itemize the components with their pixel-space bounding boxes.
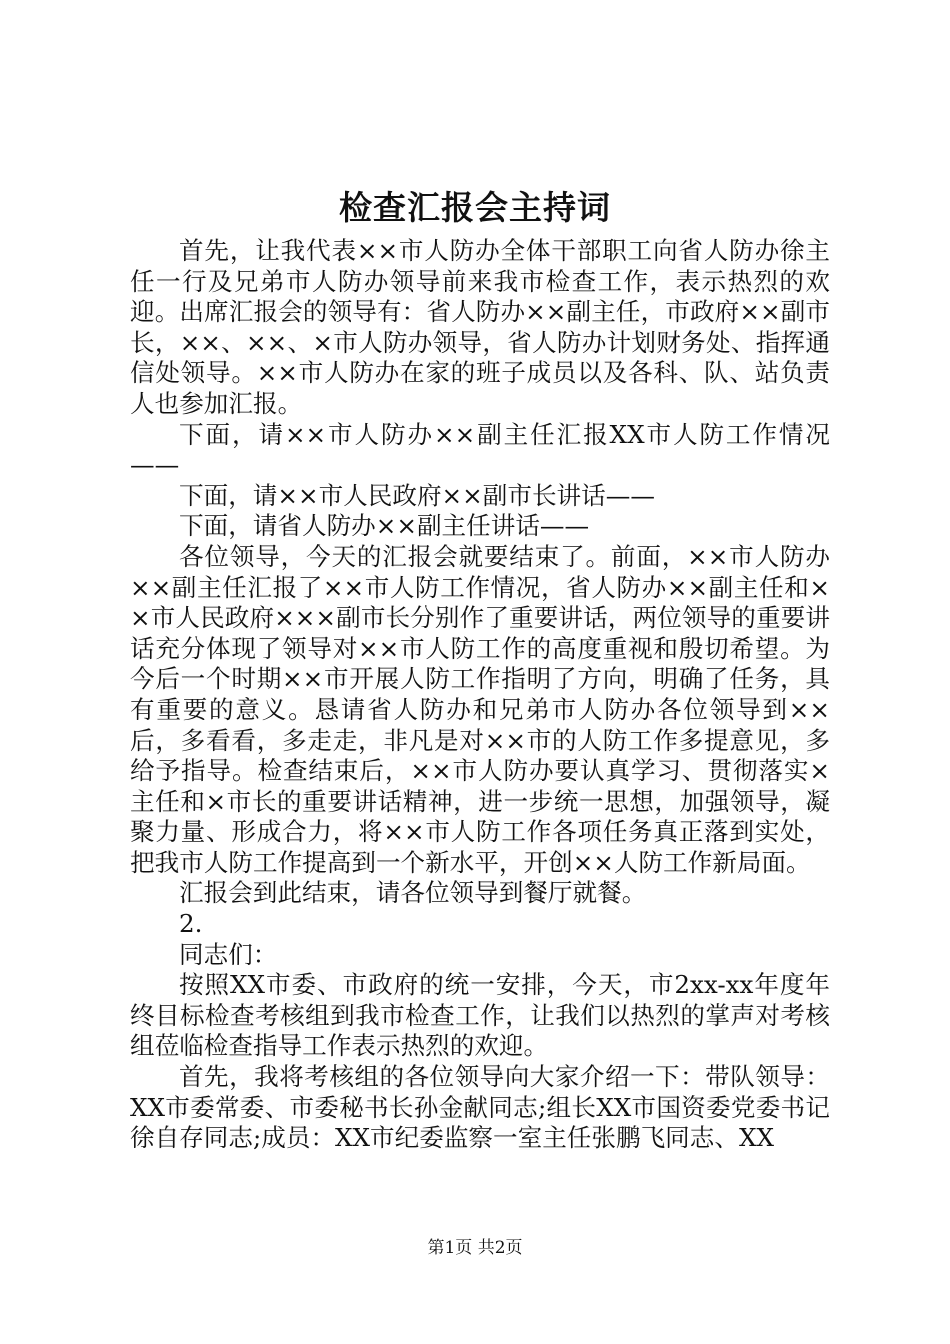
paragraph-inspection-intro: 按照XX市委、市政府的统一安排，今天，市2xx-xx年度年终目标检查考核组到我市检查工作，让我们以热烈的掌声对考核组莅临检查指导工作表示热烈的欢迎。 <box>130 970 830 1061</box>
paragraph-salutation: 同志们： <box>179 939 278 969</box>
paragraph-closing-summary: 各位领导，今天的汇报会就要结束了。前面，××市人防办××副主任汇报了××市人防工作情况，省人防办××副主任和××市人民政府×××副市长分别作了重要讲话，两位领导的重要讲话充分体现了领导对××市人防工作的高度重视和殷切希望。为今后一个时期××市开展人防工作指明了方向，明确了任务，具有重要的意义。恳请省人防办和兄弟市人防办各位领导到××后，多看看，多走走，非凡是对××市的人防工作多提意见，多给予指导。检查结束后，××市人防办要认真学习、贯彻落实×主任和×市长的重要讲话精神，进一步统一思想，加强领导，凝聚力量、形成合力，将××市人防工作各项任务真正落到实处，把我市人防工作提高到一个新水平，开创××人防工作新局面。 <box>130 541 830 877</box>
paragraph-meeting-end: 汇报会到此结束，请各位领导到餐厅就餐。 <box>179 878 647 908</box>
paragraph-welcome: 首先，让我代表××市人防办全体干部职工向省人防办徐主任一行及兄弟市人防办领导前来我市检查工作，表示热烈的欢迎。出席汇报会的领导有：省人防办××副主任，市政府××副市长，××、××、×市人防办领导，省人防办计划财务处、指挥通信处领导。××市人防办在家的班子成员以及各科、队、站负责人也参加汇报。 <box>130 236 830 418</box>
paragraph-vice-director-speech: 下面，请省人防办××副主任讲话—— <box>179 511 590 541</box>
section-number: 2. <box>179 909 203 939</box>
paragraph-team-introduction: 首先，我将考核组的各位领导向大家介绍一下：带队领导：XX市委常委、市委秘书长孙金献同志;组长XX市国资委党委书记徐自存同志;成员：XX市纪委监察一室主任张鹏飞同志、XX <box>130 1062 830 1153</box>
document-title: 检查汇报会主持词 <box>339 188 611 227</box>
paragraph-report-invite: 下面，请××市人防办××副主任汇报XX市人防工作情况—— <box>130 419 830 480</box>
page-number-footer: 第1页 共2页 <box>427 1238 523 1258</box>
document-body <box>130 236 830 1154</box>
paragraph-vice-mayor-speech: 下面，请××市人民政府××副市长讲话—— <box>179 480 655 510</box>
